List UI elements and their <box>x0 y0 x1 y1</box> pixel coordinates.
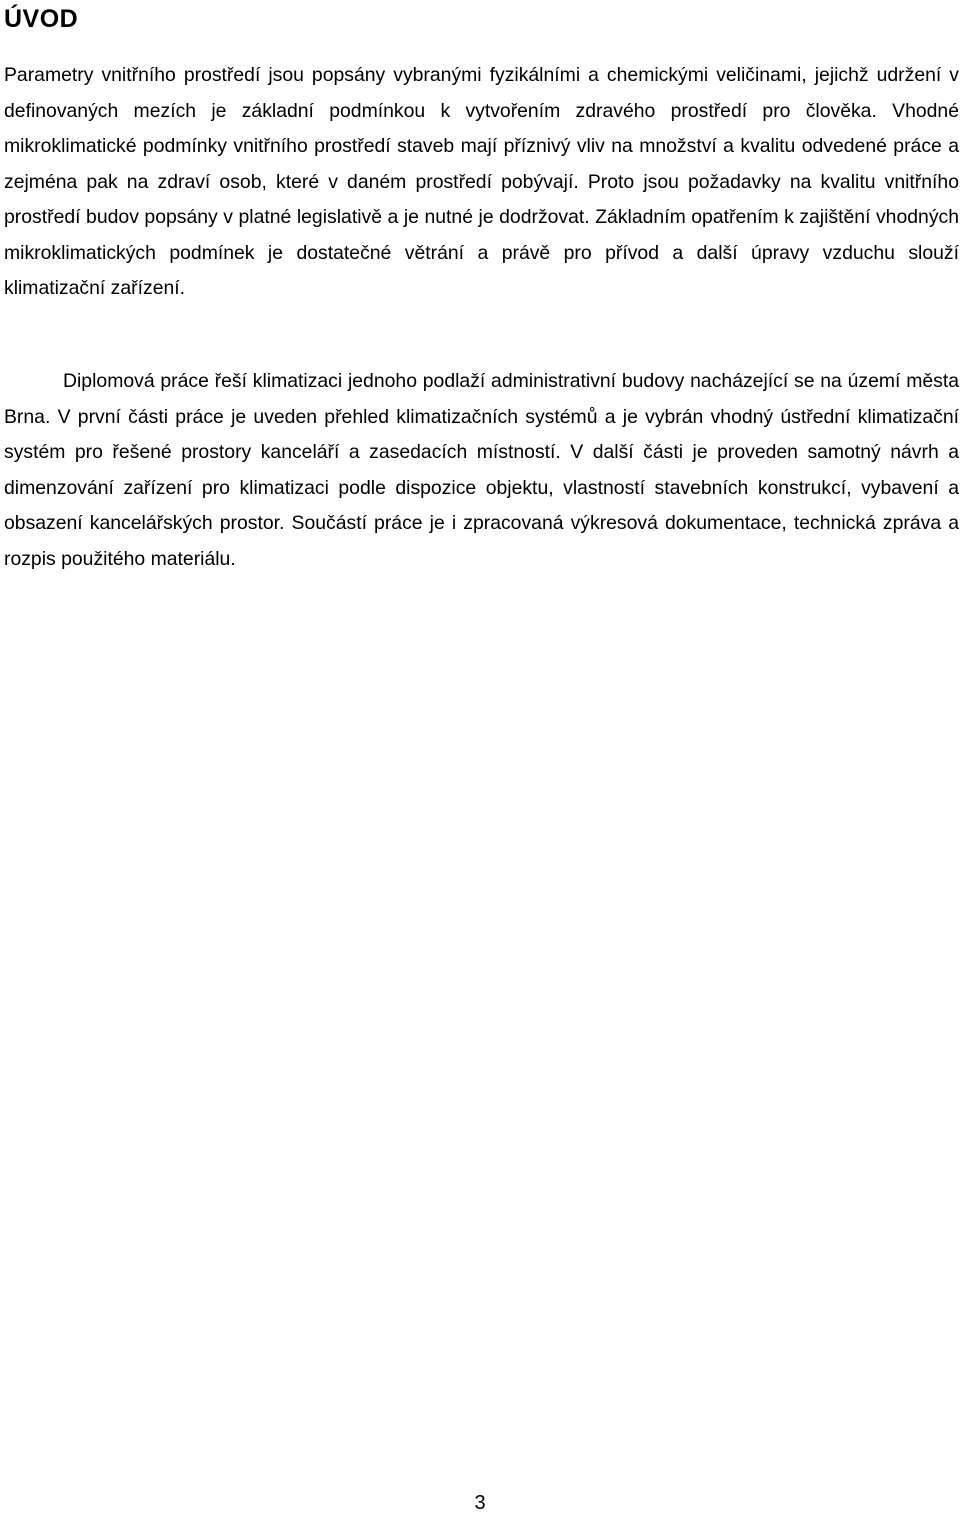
paragraph-thesis-scope: Diplomová práce řeší klimatizaci jednoho podlaží administrativní budovy nacházející se na území města Brna. V první části práce je uveden přehled klimatizačních systémů a je vybrán vhodný ústřední klimatizační systém pro řešené prostory kanceláří a zasedacích místností. V další části je proveden samotný návrh a dimenzování zařízení pro klimatizaci podle dispozice objektu, vlastností stavebních konstrukcí, vybavení a obsazení kancelářských prostor. Součástí práce je i zpracovaná výkresová dokumentace, technická zpráva a rozpis použitého materiálu. <box>4 370 959 570</box>
paragraph-intro: Parametry vnitřního prostředí jsou popsány vybranými fyzikálními a chemickými veličinami, jejichž udržení v definovaných mezích je základní podmínkou k vytvořením zdravého prostředí pro člověka. Vhodné mikroklimatické podmínky vnitřního prostředí staveb mají příznivý vliv na množství a kvalitu odvedené práce a zejména pak na zdraví osob, které v daném prostředí pobývají. Proto jsou požadavky na kvalitu vnitřního prostředí budov popsány v platné legislativě a je nutné je dodržovat. Základním opatřením k zajištění vhodných mikroklimatických podmínek je dostatečné větrání a právě pro přívod a další úpravy vzduchu slouží klimatizační zařízení. <box>4 64 959 299</box>
page-number: 3 <box>474 1492 486 1514</box>
section-heading: ÚVOD <box>4 5 79 33</box>
